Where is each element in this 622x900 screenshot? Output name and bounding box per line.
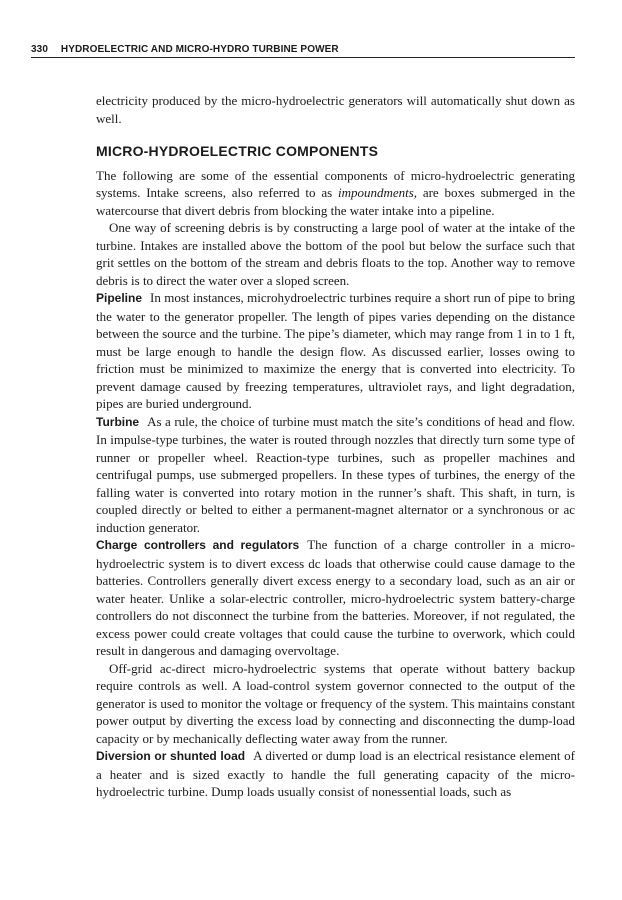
diversion-paragraph (96, 747, 575, 801)
body-text (96, 92, 575, 801)
running-title: HYDROELECTRIC AND MICRO-HYDRO TURBINE POWER (60, 44, 339, 55)
impoundments-term: impoundments, (337, 185, 418, 200)
charge-controllers-text: The function of a charge controller in a micro-hydroelectric system is to divert excess dc loads that otherwise could cause damage to the batteries. Controllers generally divert excess energy to a secondary load, such as an air or water heater. Unlike a solar-electric controller, micro-hydroelectric system battery-charge controllers do not disconnect the turbine from the batteries. Moreover, if not regulated, the excess power could create voltages that could cause the turbine to overwork, which could result in dangerous and damaging overvoltage. (96, 537, 575, 658)
section-paragraph-1 (96, 167, 575, 220)
section-p1-text-a: The following are some of the essential components of micro-hydroelectric generating systems. Intake screens, also referred to as (96, 167, 575, 200)
charge-controllers-heading: Charge controllers and regulators (96, 538, 300, 552)
turbine-paragraph (96, 413, 575, 537)
pipeline-heading: Pipeline (96, 291, 143, 305)
charge-controllers-paragraph-2: Off-grid ac-direct micro-hydroelectric systems that operate without battery backup require controls as well. A load-control system governor connected to the output of the generator is used to monitor the voltage or frequency of the system. This maintains constant power output by diverting the excess load by connecting and disconnecting the dump-load capacity or by mechanically deflecting water away from the runner. (96, 660, 575, 746)
turbine-text: As a rule, the choice of turbine must match the site’s conditions of head and flow. In impulse-type turbines, the water is routed through nozzles that directly turn some type of runner or propeller wheel. Reaction-type turbines, such as propeller machines and centrifugal pumps, use submerged propellers. In these types of turbines, the energy of the falling water is converted into rotary motion in the runner’s shaft. This shaft, in turn, is coupled directly or belted to either a permanent-magnet alternator or a synchronous or ac induction generator. (96, 413, 575, 535)
running-header (31, 44, 575, 58)
pipeline-text: In most instances, microhydroelectric turbines require a short run of pipe to bring the water to the generator propeller. The length of pipes varies depending on the distance between the source and the turbine. The pipe’s diameter, which may range from 1 in to 1 ft, must be large enough to handle the design flow. As discussed earlier, losses owing to friction must be minimized to maximize the energy that is converted into electricity. To prevent damage caused by freezing temperatures, ultraviolet rays, and light degradation, pipes are buried underground. (96, 290, 575, 411)
page-number: 330 (31, 44, 48, 55)
intro-paragraph: electricity produced by the micro-hydroelectric generators will automatically shut down as well. (96, 93, 575, 126)
diversion-heading: Diversion or shunted load (96, 749, 246, 763)
pipeline-paragraph (96, 289, 575, 413)
turbine-heading: Turbine (96, 414, 140, 429)
section-p1-text-b: are boxes submerged in the watercourse that divert debris from blocking the water intake into a pipeline. (96, 185, 575, 218)
charge-controllers-paragraph (96, 536, 575, 660)
section-paragraph-2: One way of screening debris is by constructing a large pool of water at the intake of the turbine. Intakes are installed above the bottom of the pool but below the surface such that grit settles on the bottom of the stream and debris floats to the top. Another way to remove debris is to direct the water over a sloped screen. (96, 220, 575, 288)
diversion-text: A diverted or dump load is an electrical resistance element of a heater and is sized exactly to handle the full generating capacity of the micro-hydroelectric turbine. Dump loads usually consist of nonessential loads, such as (96, 748, 575, 799)
section-heading: MICRO-HYDROELECTRIC COMPONENTS (96, 143, 379, 159)
